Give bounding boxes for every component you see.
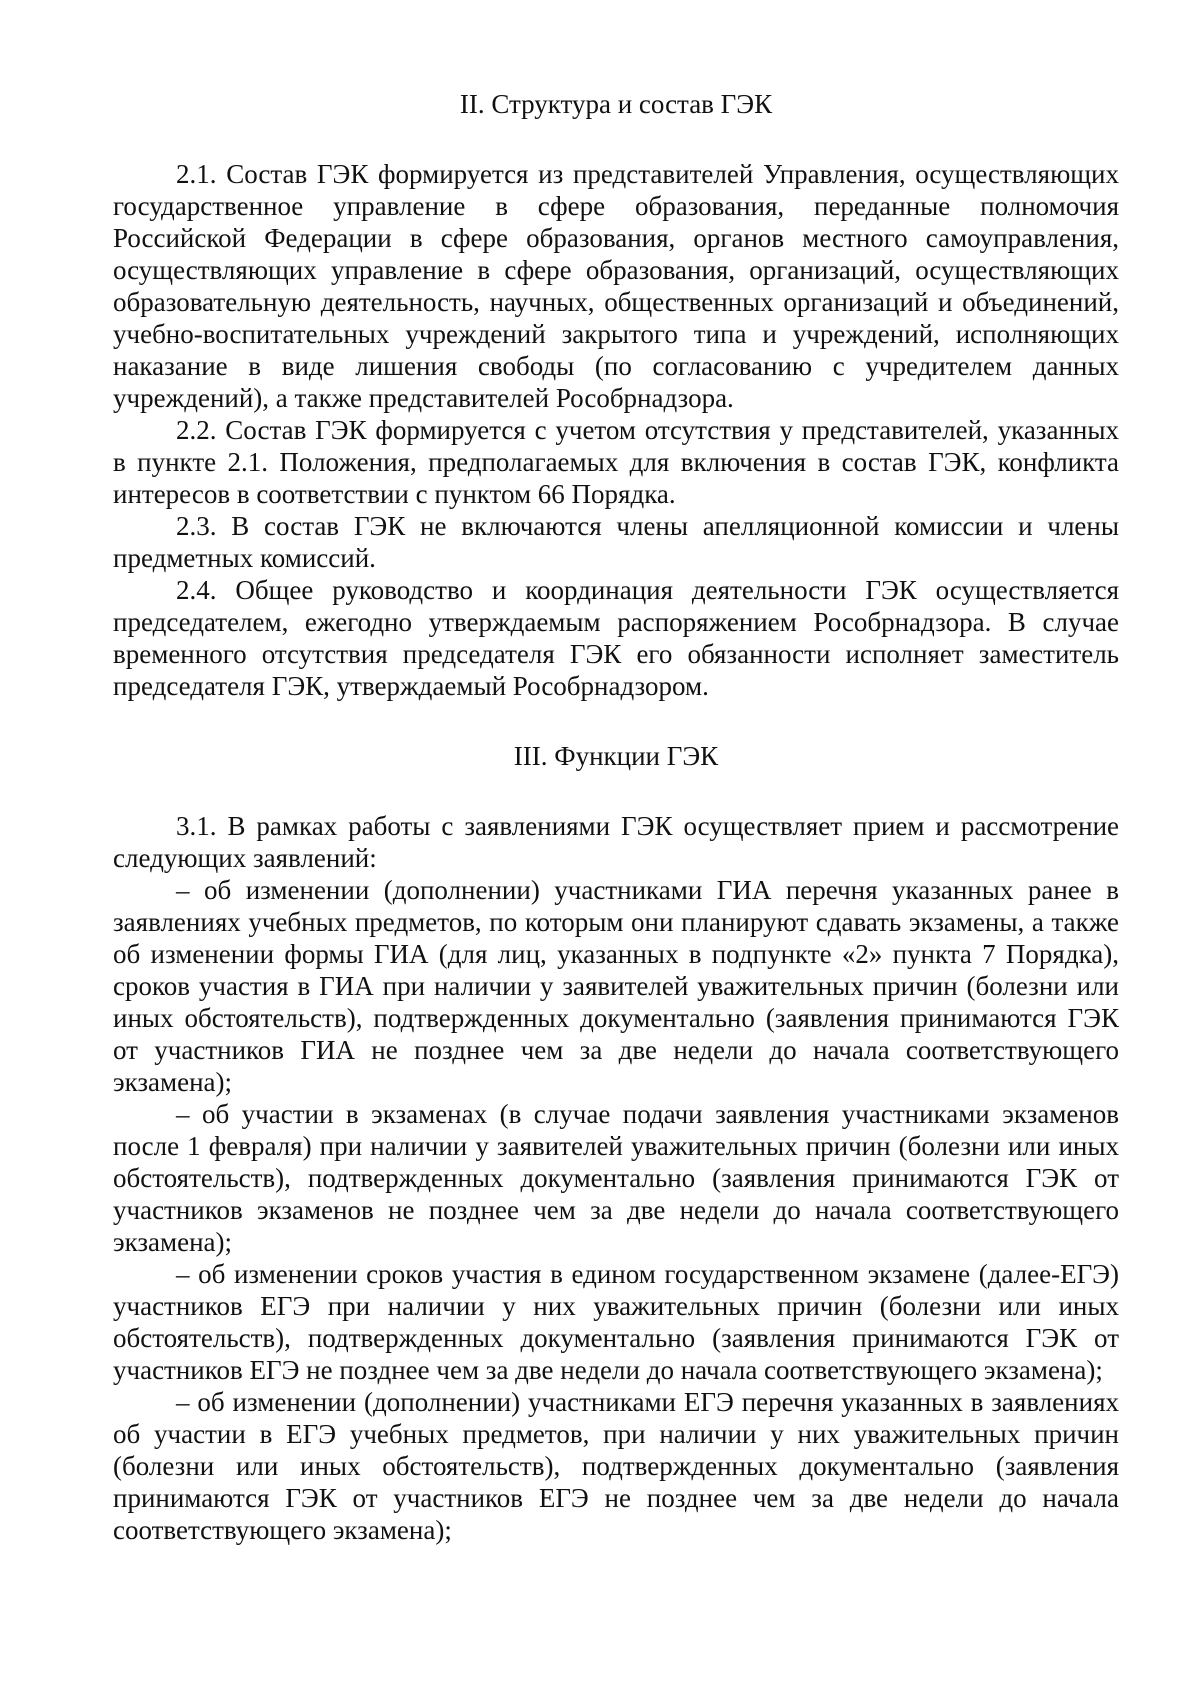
list-item-exam-participation: – об участии в экзаменах (в случае подачи заявления участниками экзаменов после 1 февраля) при наличии у заявителей уважительных причин (болезни или иных обстоятельств), подтвержденных документально (заявления принимаются ГЭК от участников экзаменов не позднее чем за две недели до начала соответствующего экзамена); <box>113 1099 1119 1257</box>
document-body <box>113 88 1119 1546</box>
paragraph-3-1: 3.1. В рамках работы с заявлениями ГЭК осуществляет прием и рассмотрение следующих заявлений: <box>113 811 1119 873</box>
list-item-change-subjects-gia: – об изменении (дополнении) участниками ГИА перечня указанных ранее в заявлениях учебных предметов, по которым они планируют сдавать экзамены, а также об изменении формы ГИА (для лиц, указанных в подпункте «2» пункта 7 Порядка), сроков участия в ГИА при наличии у заявителей уважительных причин (болезни или иных обстоятельств), подтвержденных документально (заявления принимаются ГЭК от участников ГИА не позднее чем за две недели до начала соответствующего экзамена); <box>113 875 1119 1097</box>
paragraph-2-1: 2.1. Состав ГЭК формируется из представителей Управления, осуществляющих государственное управление в сфере образования, переданные полномочия Российской Федерации в сфере образования, органов местного самоуправления, осуществляющих управление в сфере образования, организаций, осуществляющих образовательную деятельность, научных, общественных организаций и объединений, учебно-воспитательных учреждений закрытого типа и учреждений, исполняющих наказание в виде лишения свободы (по согласованию с учредителем данных учреждений), а также представителей Рособрнадзора. <box>113 159 1119 413</box>
paragraph-2-2: 2.2. Состав ГЭК формируется с учетом отсутствия у представителей, указанных в пункте 2.1. Положения, предполагаемых для включения в состав ГЭК, конфликта интересов в соответствии с пунктом 66 Порядка. <box>113 415 1119 509</box>
section-2-heading: II. Структура и состав ГЭК <box>459 89 773 119</box>
list-item-change-ege-dates: – об изменении сроков участия в едином государственном экзамене (далее-ЕГЭ) участников ЕГЭ при наличии у них уважительных причин (болезни или иных обстоятельств), подтвержденных документально (заявления принимаются ГЭК от участников ЕГЭ не позднее чем за две недели до начала соответствующего экзамена); <box>113 1259 1119 1385</box>
list-item-change-ege-subjects: – об изменении (дополнении) участниками ЕГЭ перечня указанных в заявлениях об участии в ЕГЭ учебных предметов, при наличии у них уважительных причин (болезни или иных обстоятельств), подтвержденных документально (заявления принимаются ГЭК от участников ЕГЭ не позднее чем за две недели до начала соответствующего экзамена); <box>113 1387 1119 1545</box>
paragraph-2-4: 2.4. Общее руководство и координация деятельности ГЭК осуществляется председателем, ежегодно утверждаемым распоряжением Рособрнадзора. В случае временного отсутствия председателя ГЭК его обязанности исполняет заместитель председателя ГЭК, утверждаемый Рособрнадзором. <box>113 575 1119 701</box>
section-3-heading: III. Функции ГЭК <box>513 741 719 771</box>
paragraph-2-3: 2.3. В состав ГЭК не включаются члены апелляционной комиссии и члены предметных комиссий. <box>113 511 1119 573</box>
